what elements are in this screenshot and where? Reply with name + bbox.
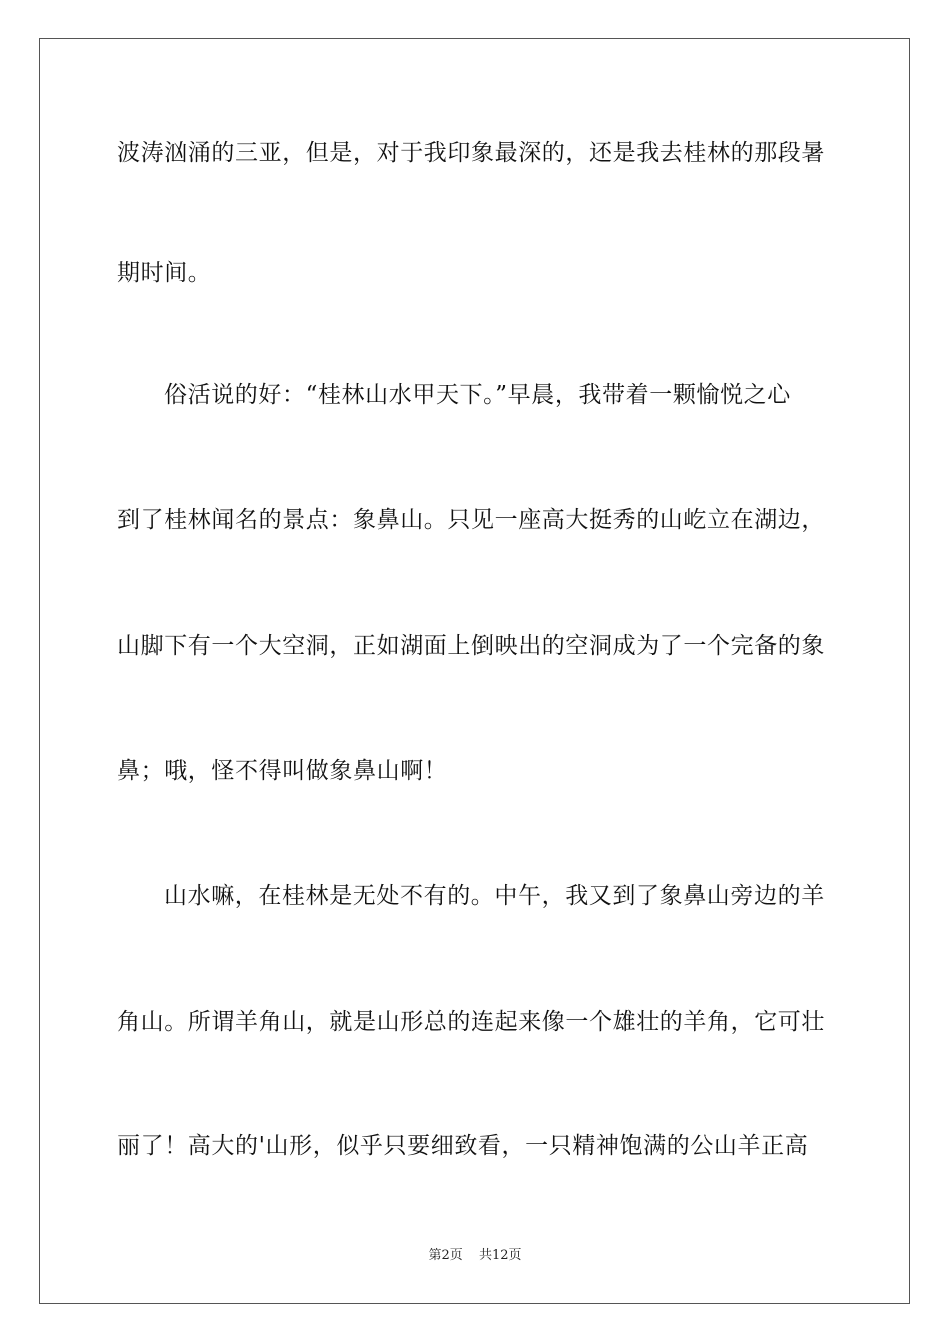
text-line: 期时间。 [117, 260, 212, 286]
text-line: 波涛汹涌的三亚，但是，对于我印象最深的，还是我去桂林的那段暑 [117, 140, 825, 166]
text-line: 到了桂林闻名的景点：象鼻山。只见一座高大挺秀的山屹立在湖边， [117, 507, 825, 533]
page-frame [39, 38, 910, 1304]
page-footer [0, 1247, 950, 1265]
page-total: 共12页 [478, 1248, 522, 1263]
text-line: 俗活说的好：“桂林山水甲天下。”早晨，我带着一颗愉悦之心 [164, 382, 791, 408]
page-number: 第2页 [428, 1248, 463, 1263]
text-line: 鼻；哦，怪不得叫做象鼻山啊！ [117, 758, 448, 784]
text-line: 山脚下有一个大空洞，正如湖面上倒映出的空洞成为了一个完备的象 [117, 633, 825, 659]
text-line: 角山。所谓羊角山，就是山形总的连起来像一个雄壮的羊角，它可壮 [117, 1009, 825, 1035]
text-line: 山水嘛，在桂林是无处不有的。中午，我又到了象鼻山旁边的羊 [164, 883, 825, 909]
text-line: 丽了！高大的'山形，似乎只要细致看，一只精神饱满的公山羊正高 [117, 1133, 809, 1159]
